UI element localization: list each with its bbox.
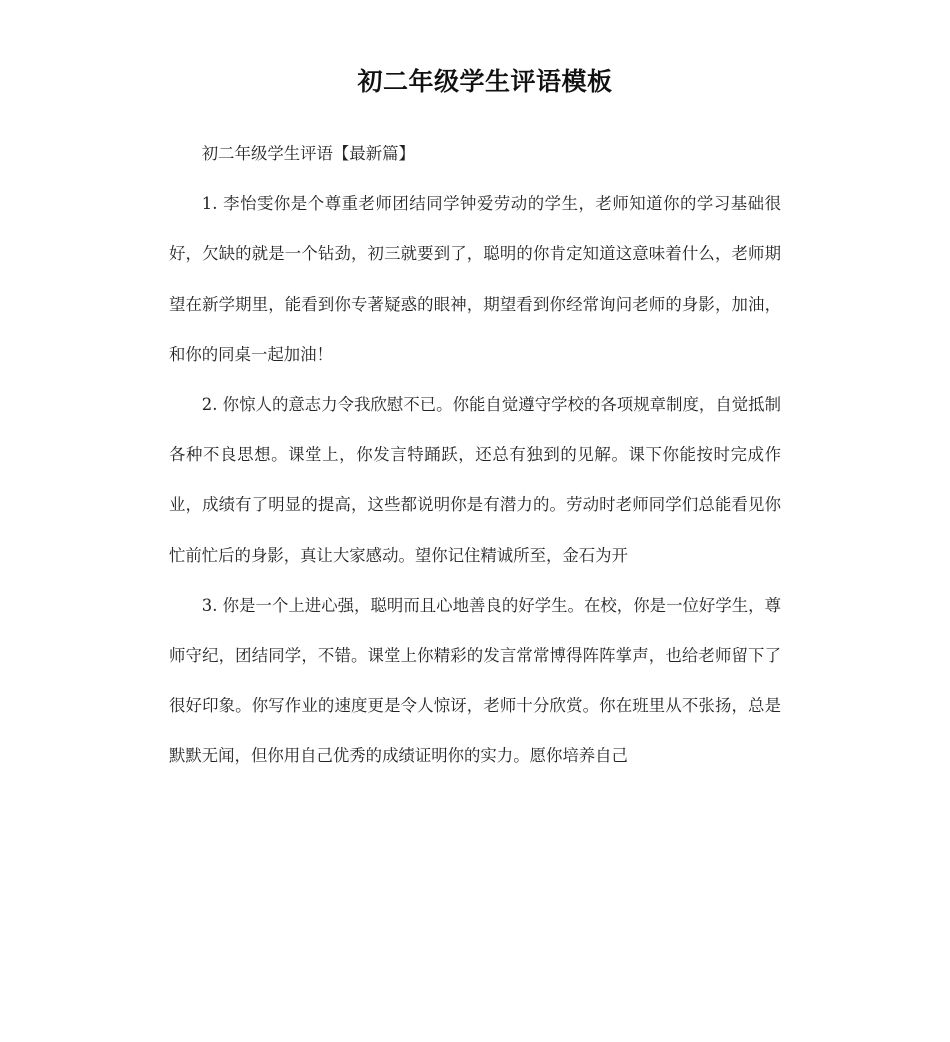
comment-paragraph-1: 1. 李怡雯你是个尊重老师团结同学钟爱劳动的学生，老师知道你的学习基础很好，欠缺的就是一个钻劲，初三就要到了，聪明的你肯定知道这意味着什么，老师期望在新学期里，能看到你专著疑惑的眼神，期望看到你经常询问老师的身影，加油，和你的同桌一起加油！ [169, 194, 781, 364]
section-heading: 初二年级学生评语【最新篇】 [201, 144, 415, 163]
comment-paragraph-3: 3. 你是一个上进心强，聪明而且心地善良的好学生。在校，你是一位好学生，尊师守纪，团结同学，不错。课堂上你精彩的发言常常博得阵阵掌声，也给老师留下了很好印象。你写作业的速度更是令人惊讶，老师十分欣赏。你在班里从不张扬，总是默默无闻，但你用自己优秀的成绩证明你的实力。愿你培养自己 [169, 595, 781, 766]
comment-paragraph-2: 2. 你惊人的意志力令我欣慰不已。你能自觉遵守学校的各项规章制度，自觉抵制各种不良思想。课堂上，你发言特踊跃，还总有独到的见解。课下你能按时完成作业，成绩有了明显的提高，这些都说明你是有潜力的。劳动时老师同学们总能看见你忙前忙后的身影，真让大家感动。望你记住精诚所至，金石为开 [169, 395, 781, 565]
document-title: 初二年级学生评语模板 [357, 67, 613, 96]
document-body [169, 129, 781, 782]
